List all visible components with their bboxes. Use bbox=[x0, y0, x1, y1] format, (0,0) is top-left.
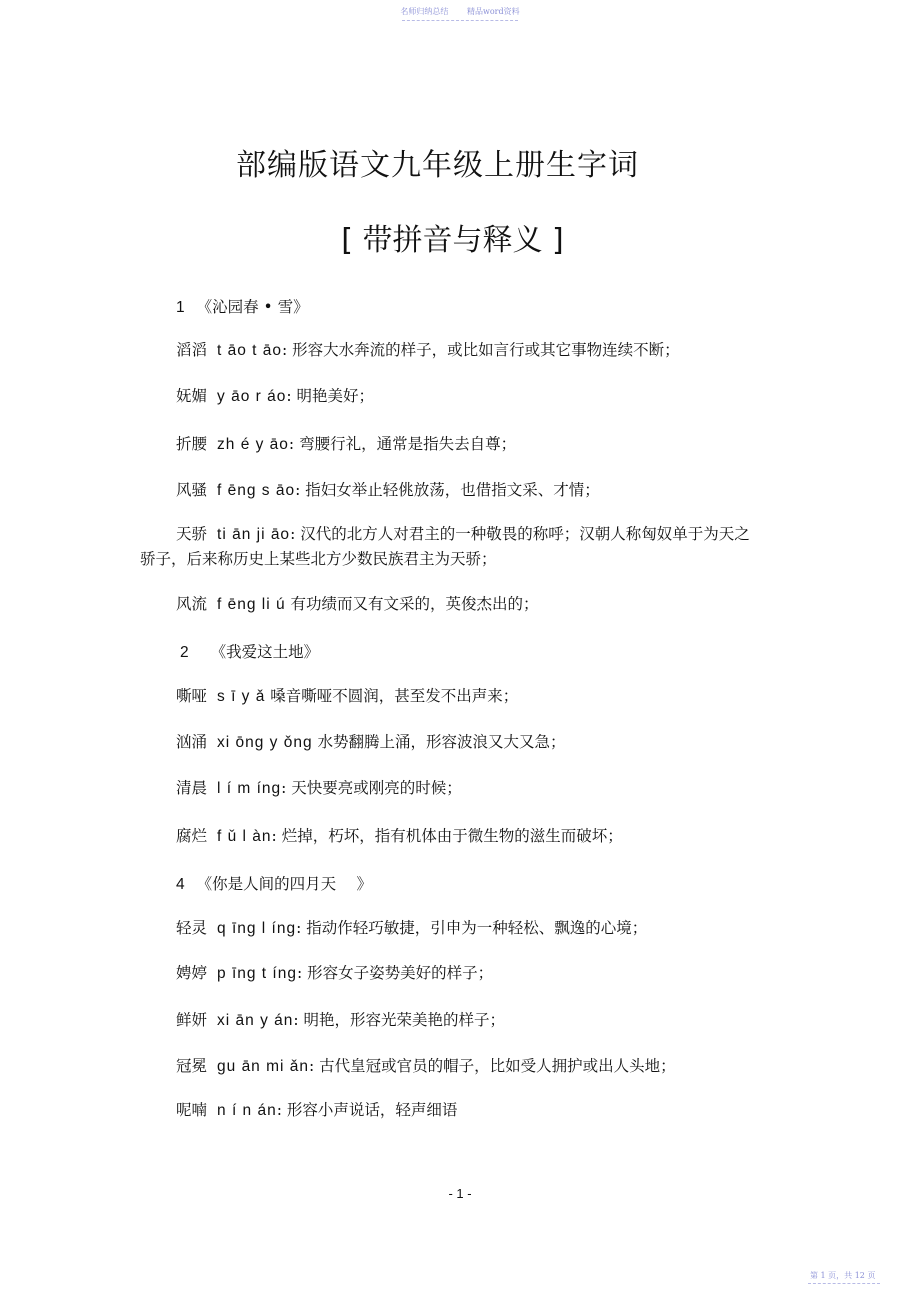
page-subtitle: [ 带拼音与释义 ] bbox=[341, 223, 564, 258]
section-heading-2 bbox=[180, 640, 319, 662]
vocab-entry bbox=[176, 386, 374, 407]
entry-word: 风流 bbox=[176, 595, 208, 613]
entry-word: 滔滔 bbox=[176, 341, 208, 359]
entry-definition: : 明艳，形容光荣美艳的样子； bbox=[293, 1011, 506, 1029]
vocab-entry bbox=[176, 826, 623, 847]
vocab-entry bbox=[176, 918, 647, 939]
entry-definition: : 弯腰行礼，通常是指失去自尊； bbox=[288, 435, 517, 453]
entry-pinyin: p īng t íng bbox=[217, 965, 297, 982]
entry-pinyin: s ī y ǎ bbox=[217, 688, 266, 705]
entry-pinyin: f ēng li ú bbox=[217, 596, 286, 613]
vocab-entry bbox=[176, 778, 462, 799]
entry-definition: : 指妇女举止轻佻放荡，也借指文采、才情； bbox=[295, 481, 600, 499]
entry-pinyin: ti ān ji āo bbox=[217, 526, 291, 543]
entry-definition: : 古代皇冠或官员的帽子，比如受人拥护或出人头地； bbox=[309, 1057, 676, 1075]
footer-divider bbox=[808, 1283, 880, 1284]
entry-word: 天骄 bbox=[176, 525, 208, 543]
entry-definition: : 形容小声说话，轻声细语 bbox=[276, 1101, 458, 1119]
page-title: 部编版语文九年级上册生字词 bbox=[236, 148, 639, 183]
entry-pinyin: q īng l íng bbox=[217, 920, 297, 937]
section-name: 《你是人间的四月天 》 bbox=[196, 875, 373, 893]
entry-pinyin: f ǔ l àn bbox=[217, 828, 272, 845]
section-heading-1 bbox=[176, 295, 309, 317]
vocab-entry bbox=[176, 686, 518, 707]
entry-pinyin: zh é y āo bbox=[217, 436, 289, 453]
header-watermark bbox=[0, 6, 920, 17]
vocab-entry bbox=[176, 1010, 505, 1031]
entry-word: 汹涌 bbox=[176, 733, 208, 751]
entry-word: 冠冕 bbox=[176, 1057, 208, 1075]
vocab-entry bbox=[176, 594, 539, 615]
section-name: 《我爱这土地》 bbox=[210, 643, 320, 661]
entry-pinyin: xi ān y án bbox=[217, 1012, 294, 1029]
entry-definition: : 形容女子姿势美好的样子； bbox=[296, 964, 494, 982]
entry-word: 风骚 bbox=[176, 481, 208, 499]
vocab-entry bbox=[176, 480, 600, 501]
header-divider bbox=[402, 20, 518, 21]
entry-pinyin: t āo t āo bbox=[217, 342, 283, 359]
entry-pinyin: xi ōng y ǒng bbox=[217, 734, 313, 751]
entry-word: 嘶哑 bbox=[176, 687, 208, 705]
entry-word: 娉婷 bbox=[176, 964, 208, 982]
entry-definition: 水势翻腾上涌，形容波浪又大又急； bbox=[312, 733, 566, 751]
section-number: 4 bbox=[176, 876, 185, 893]
entry-definition: 嗓音嘶哑不圆润，甚至发不出声来； bbox=[265, 687, 519, 705]
entry-definition: : 形容大水奔流的样子，或比如言行或其它事物连续不断； bbox=[282, 341, 680, 359]
entry-word: 呢喃 bbox=[176, 1101, 208, 1119]
entry-definition: : 烂掉，朽坏，指有机体由于微生物的滋生而破坏； bbox=[271, 827, 623, 845]
vocab-entry bbox=[176, 732, 566, 753]
header-right-text: 精品word资料 bbox=[466, 7, 520, 16]
page-number: - 1 - bbox=[448, 1186, 472, 1201]
entry-word: 妩媚 bbox=[176, 387, 208, 405]
section-name: 《沁园春 • 雪》 bbox=[196, 298, 309, 316]
entry-definition: : 汉代的北方人对君主的一种敬畏的称呼；汉朝人称匈奴单于为天之骄子，后来称历史上某些北方少数民族君主为天骄； bbox=[140, 525, 750, 568]
footer-page-count: 第 1 页，共 12 页 bbox=[810, 1271, 876, 1280]
vocab-entry-wrapped bbox=[140, 522, 760, 571]
section-number: 1 bbox=[176, 299, 185, 316]
section-heading-4 bbox=[176, 872, 372, 894]
entry-word: 折腰 bbox=[176, 435, 208, 453]
vocab-entry bbox=[176, 963, 493, 984]
entry-definition: : 指动作轻巧敏捷，引申为一种轻松、飘逸的心境； bbox=[296, 919, 648, 937]
vocab-entry bbox=[176, 340, 680, 361]
entry-pinyin: l í m íng bbox=[217, 780, 282, 797]
entry-definition: 有功绩而又有文采的，英俊杰出的； bbox=[285, 595, 539, 613]
entry-word: 鲜妍 bbox=[176, 1011, 208, 1029]
vocab-entry bbox=[176, 1056, 676, 1077]
entry-word: 清晨 bbox=[176, 779, 208, 797]
entry-definition: : 明艳美好； bbox=[286, 387, 374, 405]
header-left-text: 名师归纳总结 bbox=[400, 7, 449, 16]
entry-word: 轻灵 bbox=[176, 919, 208, 937]
entry-pinyin: f ēng s āo bbox=[217, 482, 296, 499]
entry-definition: : 天快要亮或刚亮的时候； bbox=[281, 779, 462, 797]
vocab-entry bbox=[176, 1100, 457, 1121]
entry-pinyin: gu ān mi ǎn bbox=[217, 1058, 310, 1075]
entry-pinyin: n í n án bbox=[217, 1102, 277, 1119]
vocab-entry bbox=[176, 434, 516, 455]
section-number: 2 bbox=[180, 644, 189, 661]
entry-word: 腐烂 bbox=[176, 827, 208, 845]
entry-pinyin: y āo r áo bbox=[217, 388, 287, 405]
